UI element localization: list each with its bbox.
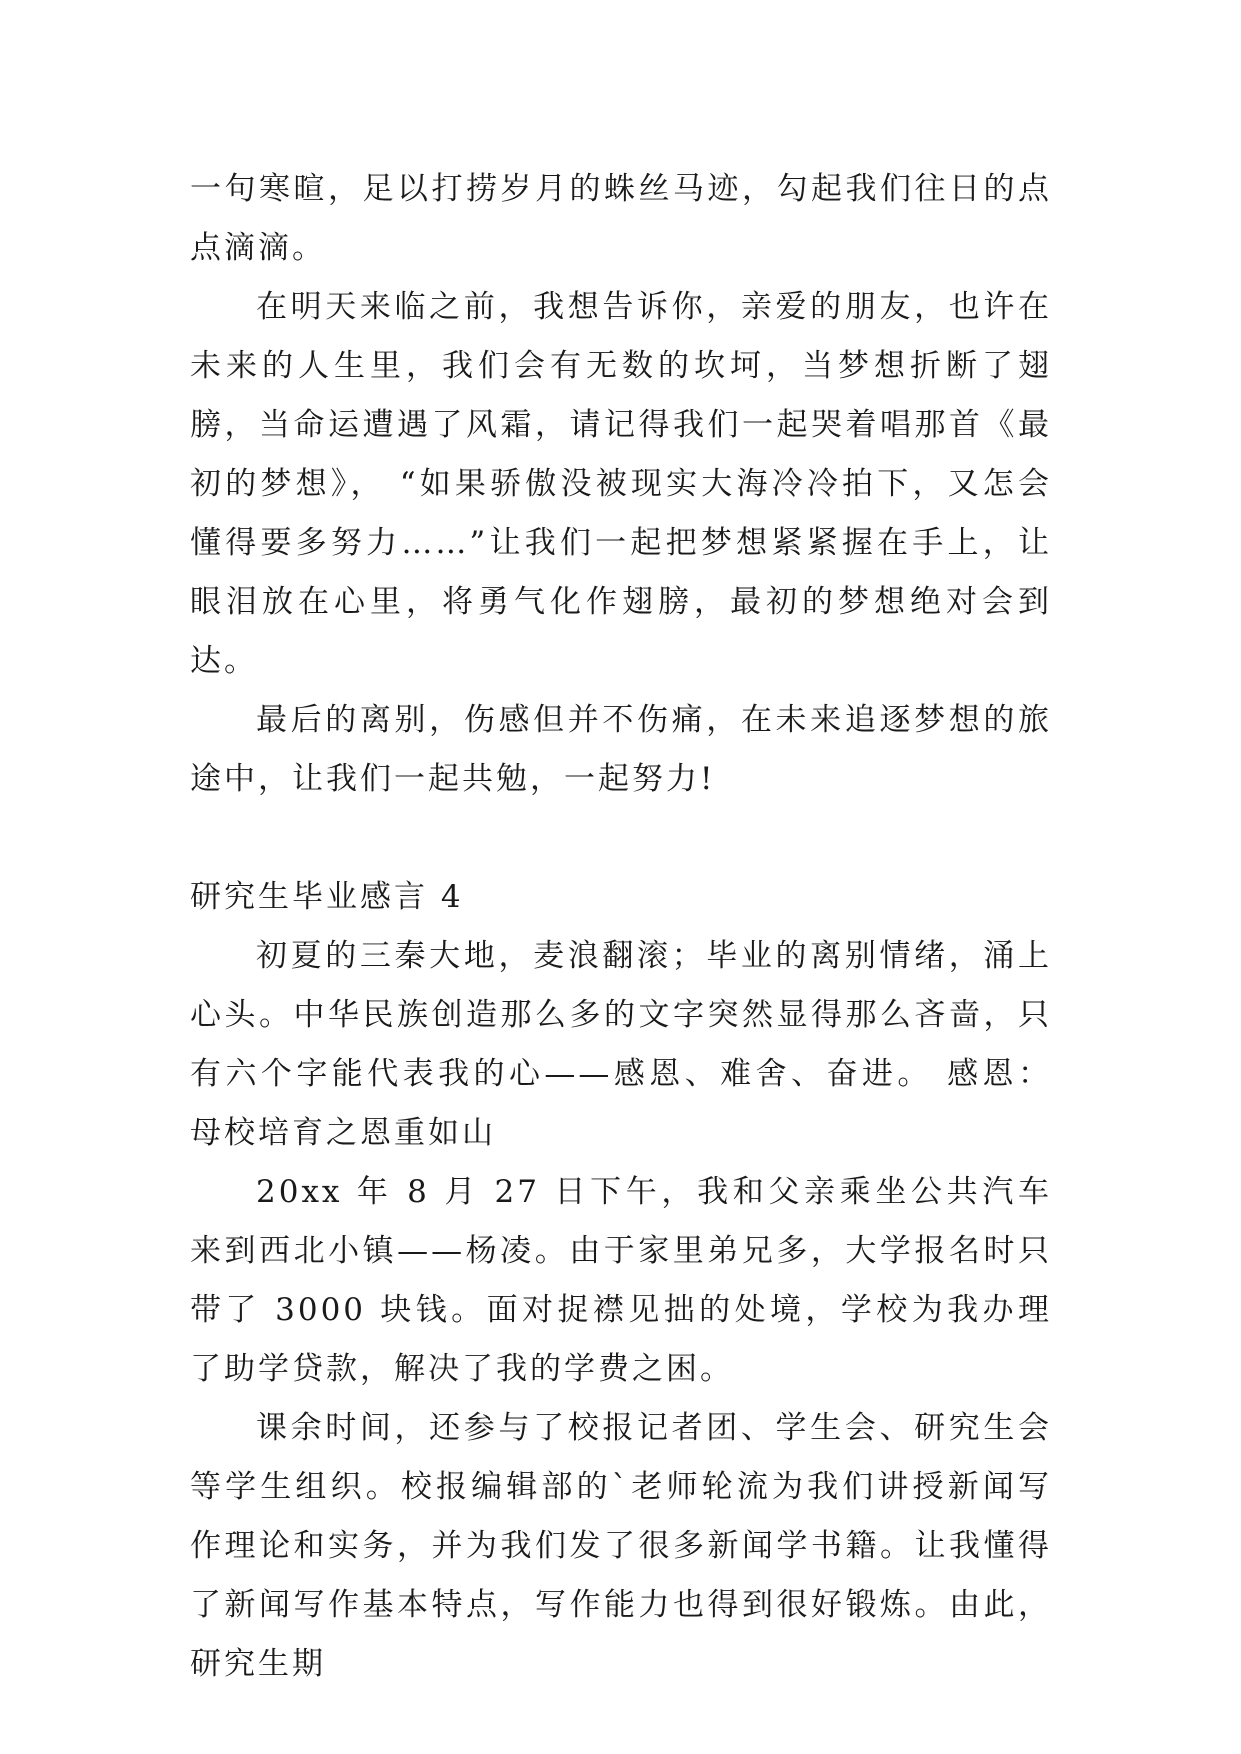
- section-heading: 研究生毕业感言 4: [190, 879, 464, 915]
- section-paragraph-3: 课余时间，还参与了校报记者团、学生会、研究生会等学生组织。校报编辑部的`老师轮流为我们讲授新闻写作理论和实务，并为我们发了很多新闻学书籍。让我懂得了新闻写作基本特点，写作能力也得到很好锻炼。由此，研究生期: [190, 1410, 1052, 1682]
- paragraph-1: 一句寒暄，足以打捞岁月的蛛丝马迹，勾起我们往日的点点滴滴。: [190, 171, 1052, 266]
- paragraph-3: 最后的离别，伤感但并不伤痛，在未来追逐梦想的旅途中，让我们一起共勉，一起努力!: [190, 702, 1052, 797]
- document-body: [190, 160, 1052, 1694]
- section-paragraph-1: 初夏的三秦大地，麦浪翻滚；毕业的离别情绪，涌上心头。中华民族创造那么多的文字突然显得那么吝啬，只有六个字能代表我的心——感恩、难舍、奋进。 感恩：母校培育之恩重如山: [190, 938, 1052, 1151]
- section-paragraph-2: 20xx 年 8 月 27 日下午，我和父亲乘坐公共汽车来到西北小镇——杨凌。由于家里弟兄多，大学报名时只带了 3000 块钱。面对捉襟见拙的处境，学校为我办理了助学贷款，解决了我的学费之困。: [190, 1174, 1052, 1387]
- paragraph-2: 在明天来临之前，我想告诉你，亲爱的朋友，也许在未来的人生里，我们会有无数的坎坷，当梦想折断了翅膀，当命运遭遇了风霜，请记得我们一起哭着唱那首《最初的梦想》， “如果骄傲没被现实大海冷冷拍下，又怎会懂得要多努力……”让我们一起把梦想紧紧握在手上，让眼泪放在心里，将勇气化作翅膀，最初的梦想绝对会到达。: [190, 289, 1052, 679]
